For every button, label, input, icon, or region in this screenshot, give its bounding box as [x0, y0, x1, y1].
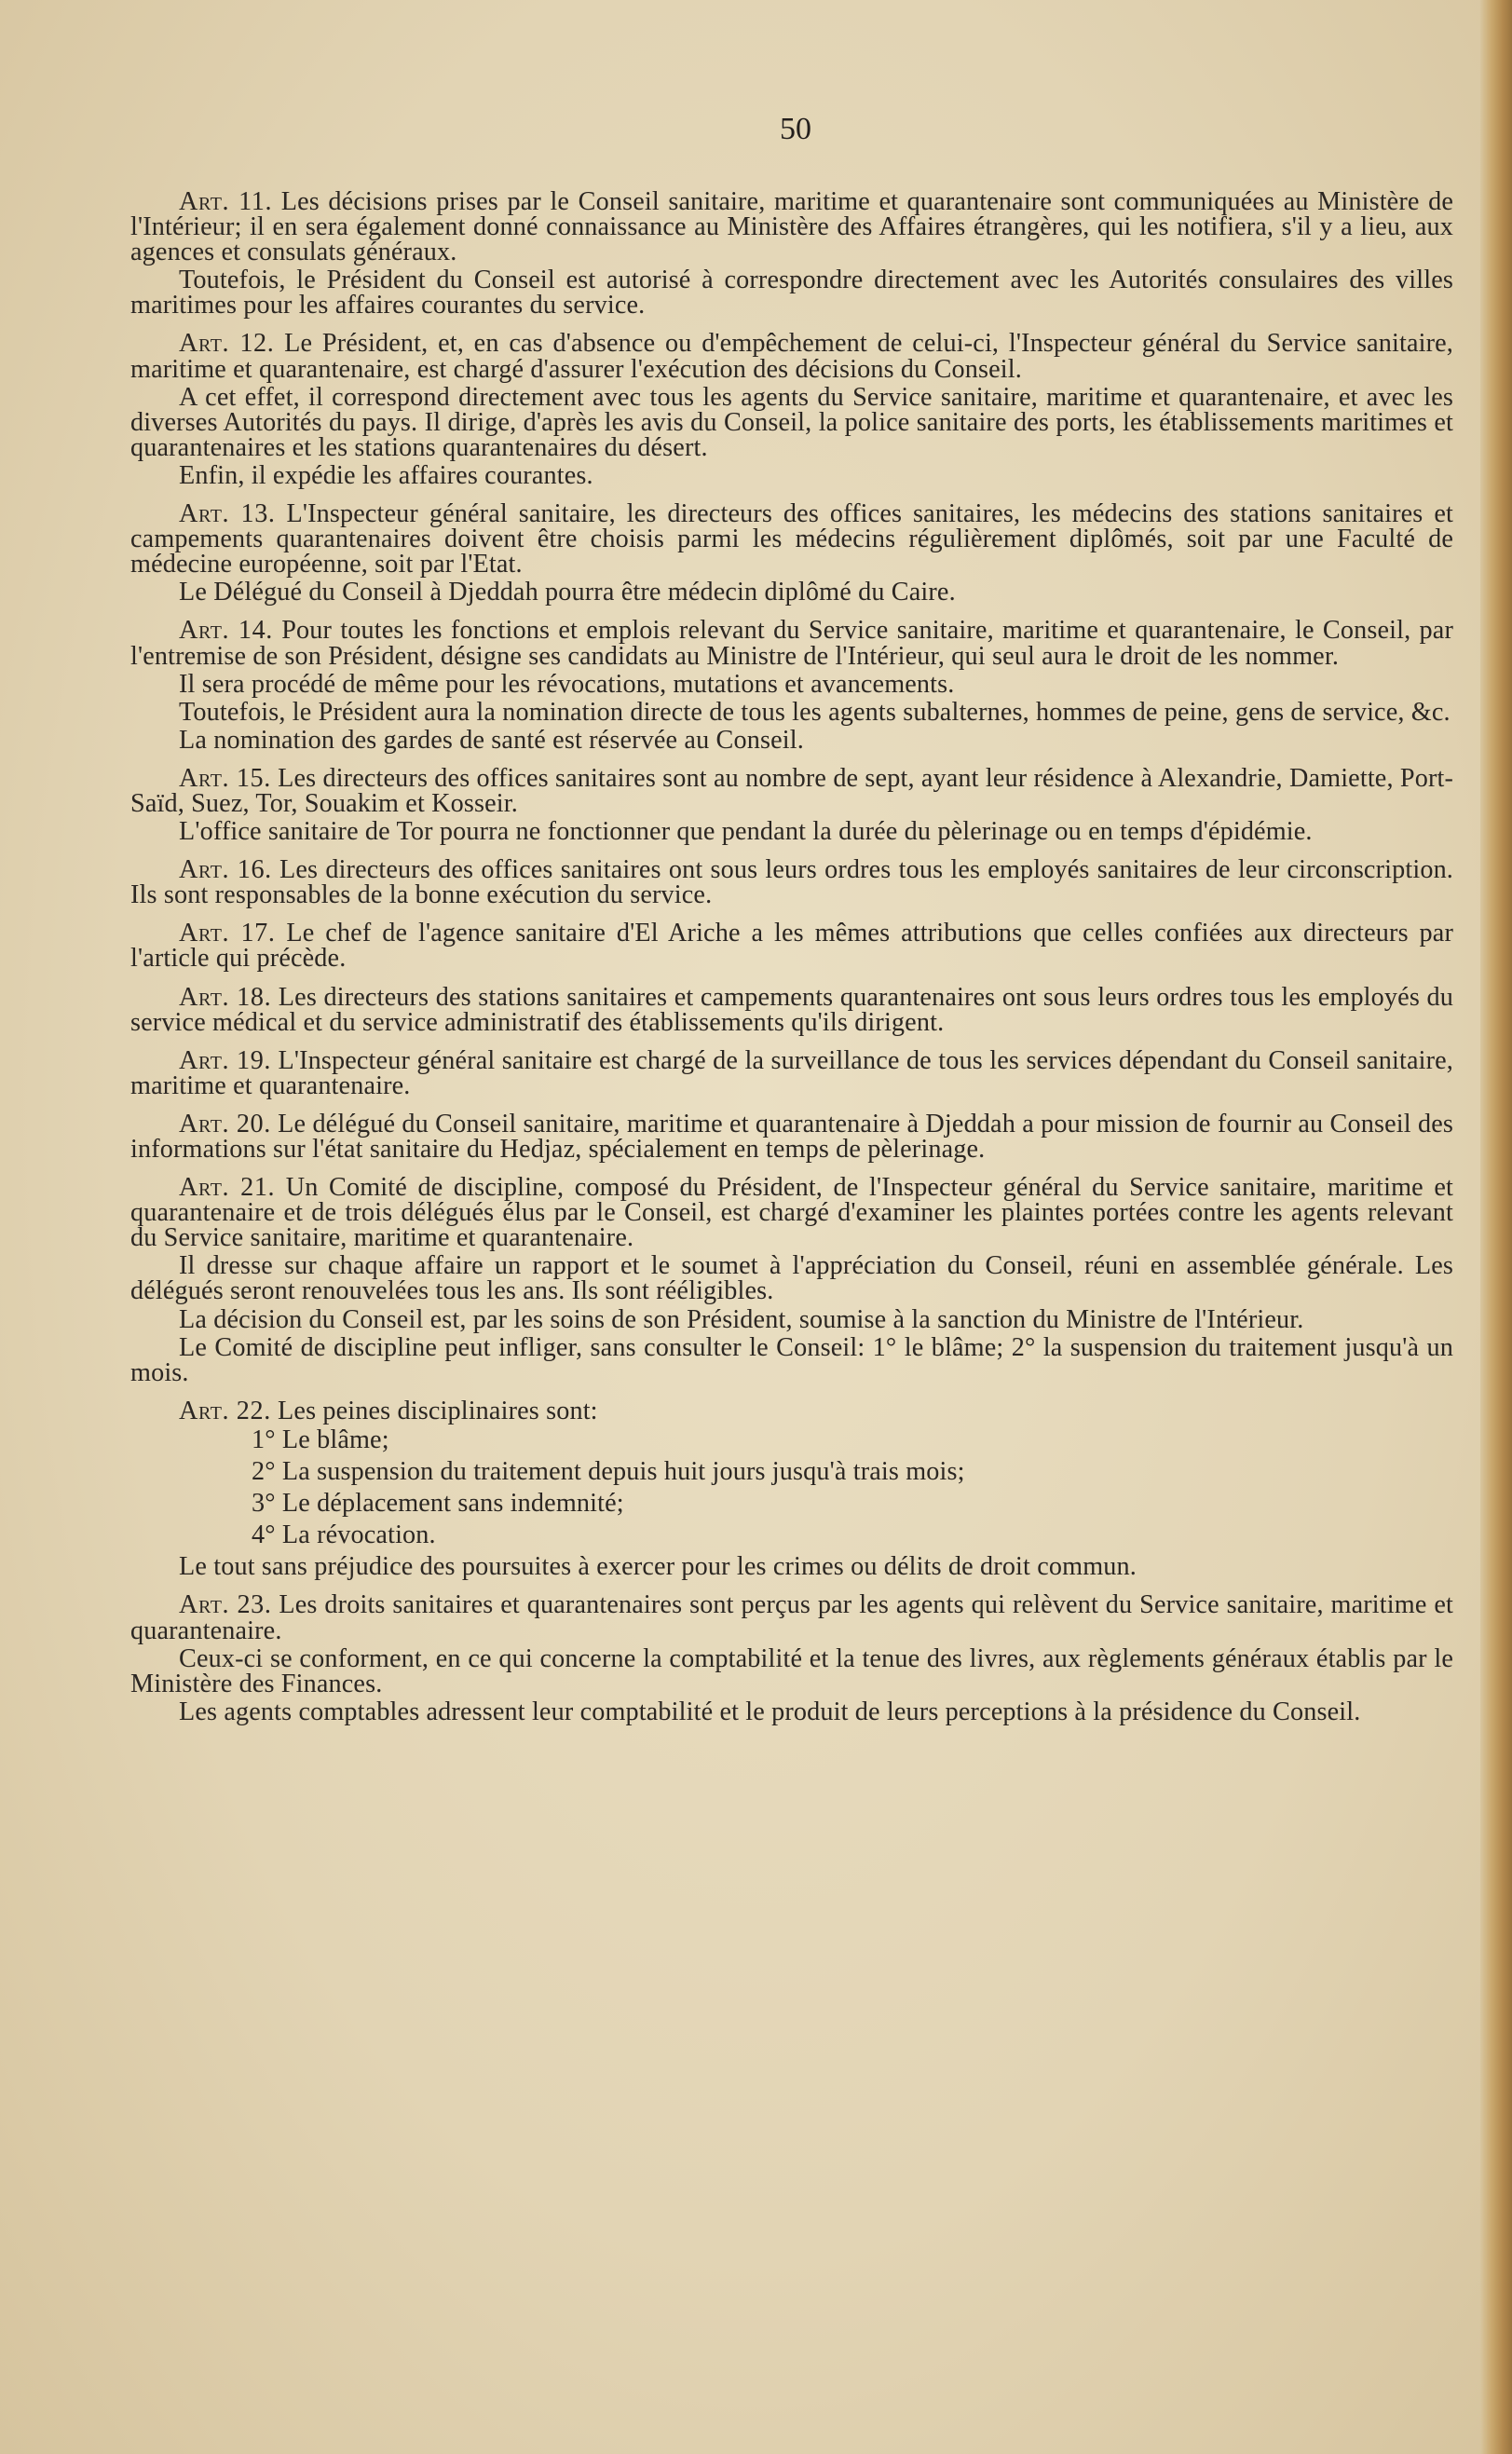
article-paragraph [130, 1173, 1453, 1253]
paragraph-text: Le Président, et, en cas d'absence ou d'empêchement de celui-ci, l'Inspecteur général du Service sanitaire, maritime et quarantenaire, est chargé d'assurer l'exécution des décisions du Conseil. [130, 329, 1453, 384]
paragraph [130, 1304, 1453, 1334]
article-paragraph [130, 982, 1453, 1037]
article-number: Art. 18. [179, 982, 272, 1012]
article-number: Art. 21. [179, 1173, 276, 1203]
article-number: Art. 23. [179, 1590, 272, 1620]
article-paragraph [130, 616, 1453, 671]
paragraph-text: Le Délégué du Conseil à Djeddah pourra être médecin diplômé du Caire. [179, 578, 956, 607]
paragraph [130, 697, 1453, 727]
page-number: 50 [780, 112, 811, 146]
paragraph [130, 1643, 1453, 1698]
paragraph-text: Le tout sans préjudice des poursuites à exercer pour les crimes ou délits de droit commun. [179, 1552, 1137, 1582]
paragraph [130, 460, 1453, 490]
paragraph-text: Ceux-ci se conforment, en ce qui concerne la comptabilité et la tenue des livres, aux règlements généraux établis par le Ministère des Finances. [130, 1643, 1453, 1698]
article-number: Art. 20. [179, 1109, 271, 1138]
closing-paragraphs [130, 1554, 1453, 1725]
paragraph [130, 725, 1453, 755]
article-paragraph [130, 501, 1453, 577]
article-number: Art. 14. [179, 616, 273, 646]
penalty-item: 1° Le blâme; [252, 1425, 389, 1454]
article-paragraph [130, 189, 1453, 265]
article-number: Art. 19. [179, 1045, 272, 1075]
article-paragraph [130, 1398, 1453, 1424]
paragraph-text: Le chef de l'agence sanitaire d'El Ariche a les mêmes attributions que celles confiées aux directeurs par l'article qui précède. [130, 919, 1453, 974]
penalty-item: 2° La suspension du traitement depuis huit jours jusqu'à trais mois; [252, 1457, 965, 1487]
paragraph-text: La décision du Conseil est, par les soins de son Président, soumise à la sanction du Ministre de l'Intérieur. [179, 1304, 1304, 1334]
article-number: Art. 13. [179, 499, 276, 529]
paragraph [130, 1552, 1453, 1582]
paragraph [130, 382, 1453, 462]
article-number: Art. 22. [179, 1396, 271, 1425]
paragraph-text: Toutefois, le Président du Conseil est autorisé à correspondre directement avec les Autorités consulaires des villes maritimes pour les affaires courantes du service. [130, 266, 1453, 320]
paragraph-text: Il sera procédé de même pour les révocations, mutations et avancements. [179, 669, 955, 699]
paragraph-text: Le Comité de discipline peut infliger, sans consulter le Conseil: 1° le blâme; 2° la suspension du traitement jusqu'à un mois. [130, 1332, 1453, 1387]
paragraph-text: La nomination des gardes de santé est réservée au Conseil. [179, 725, 804, 755]
paragraph [130, 267, 1453, 318]
article-paragraph [130, 1592, 1453, 1643]
article-paragraph [130, 919, 1453, 974]
paragraph [130, 579, 1453, 605]
penalty-item: 3° Le déplacement sans indemnité; [252, 1489, 624, 1519]
paragraph-text: Un Comité de discipline, composé du Président, de l'Inspecteur général du Service sanitaire, maritime et quarantenaire et de trois délégués élus par le Conseil, est chargé d'examiner les plaintes portées contre les agents relevant du Service sanitaire, maritime et quarantenaire. [130, 1173, 1453, 1253]
paragraph-text: Les directeurs des offices sanitaires sont au nombre de sept, ayant leur résidence à Alexandrie, Damiette, Port-Saïd, Suez, Tor, Souakim et Kosseir. [130, 763, 1454, 818]
paragraph-text: Les droits sanitaires et quarantenaires sont perçus par les agents qui relèvent du Service sanitaire, maritime et quarantenaire. [130, 1590, 1453, 1645]
paragraph [130, 669, 1453, 699]
paragraph-text: L'Inspecteur général sanitaire est chargé de la surveillance de tous les services dépendant du Conseil sanitaire, maritime et quarantenaire. [130, 1045, 1453, 1100]
paragraph-text: Pour toutes les fonctions et emplois relevant du Service sanitaire, maritime et quarantenaire, le Conseil, par l'entremise de son Président, désigne ses candidats au Ministre de l'Intérieur, qui seul aura le droit de les nommer. [130, 616, 1453, 671]
paragraph-text: Les agents comptables adressent leur comptabilité et le produit de leurs perceptions à la présidence du Conseil. [179, 1697, 1361, 1726]
paragraph-text: Les décisions prises par le Conseil sanitaire, maritime et quarantenaire sont communiquées au Ministère de l'Intérieur; il en sera également donné connaissance au Ministère des Affaires étrangères, qui les notifiera, s'il y a lieu, aux agences et consulats généraux. [130, 187, 1453, 267]
paragraph-text: Les peines disciplinaires sont: [270, 1396, 598, 1425]
article-number: Art. 11. [179, 187, 273, 216]
paragraph-text: Le délégué du Conseil sanitaire, maritime et quarantenaire à Djeddah a pour mission de fournir au Conseil des informations sur l'état sanitaire du Hedjaz, spécialement en temps de pèlerinage. [130, 1109, 1454, 1164]
document-body [130, 189, 1453, 1725]
paragraph-text: Les directeurs des offices sanitaires ont sous leurs ordres tous les employés sanitaires de leur circonscription. Ils sont responsables de la bonne exécution du service. [130, 855, 1454, 910]
paragraph [130, 1332, 1453, 1387]
paragraph [130, 817, 1453, 847]
article-number: Art. 15. [179, 763, 271, 793]
page-binding-edge [1480, 0, 1512, 2454]
paragraph-text: Toutefois, le Président aura la nomination directe de tous les agents subalternes, hommes de peine, gens de service, &c. [179, 697, 1451, 727]
article-paragraph [130, 329, 1453, 384]
paragraph [130, 1699, 1453, 1725]
paragraph-text: L'Inspecteur général sanitaire, les directeurs des offices sanitaires, les médecins des stations sanitaires et campements quarantenaires doivent être choisis parmi les médecins régulièrement diplômés, soit par une Faculté de médecine européenne, soit par l'Etat. [130, 499, 1453, 579]
paragraph-text: A cet effet, il correspond directement avec tous les agents du Service sanitaire, maritime et quarantenaire, et avec les diverses Autorités du pays. Il dirige, d'après les avis du Conseil, la police sanitaire des ports, les établissements maritimes et quarantenaires et les stations quarantenaires du désert. [130, 382, 1453, 462]
paragraph-list [130, 189, 1453, 1424]
article-number: Art. 17. [179, 919, 276, 948]
article-paragraph [130, 1045, 1453, 1100]
article-number: Art. 16. [179, 855, 272, 885]
article-paragraph [130, 1111, 1453, 1162]
article-paragraph [130, 855, 1454, 910]
paragraph [130, 1251, 1453, 1306]
paragraph-text: Il dresse sur chaque affaire un rapport et le soumet à l'appréciation du Conseil, réuni en assemblée générale. Les délégués seront renouvelées tous les ans. Ils sont rééligibles. [130, 1251, 1453, 1306]
article-number: Art. 12. [179, 329, 275, 359]
paragraph-text: Les directeurs des stations sanitaires et campements quarantenaires ont sous leurs ordres tous les employés du service médical et du service administratif des établissements qu'ils dirigent. [130, 982, 1453, 1037]
paragraph-text: Enfin, il expédie les affaires courantes. [179, 460, 593, 490]
penalty-item: 4° La révocation. [252, 1520, 436, 1550]
penalty-list [252, 1425, 1453, 1550]
paragraph-text: L'office sanitaire de Tor pourra ne fonctionner que pendant la durée du pèlerinage ou en temps d'épidémie. [179, 817, 1313, 847]
article-paragraph [130, 763, 1454, 818]
